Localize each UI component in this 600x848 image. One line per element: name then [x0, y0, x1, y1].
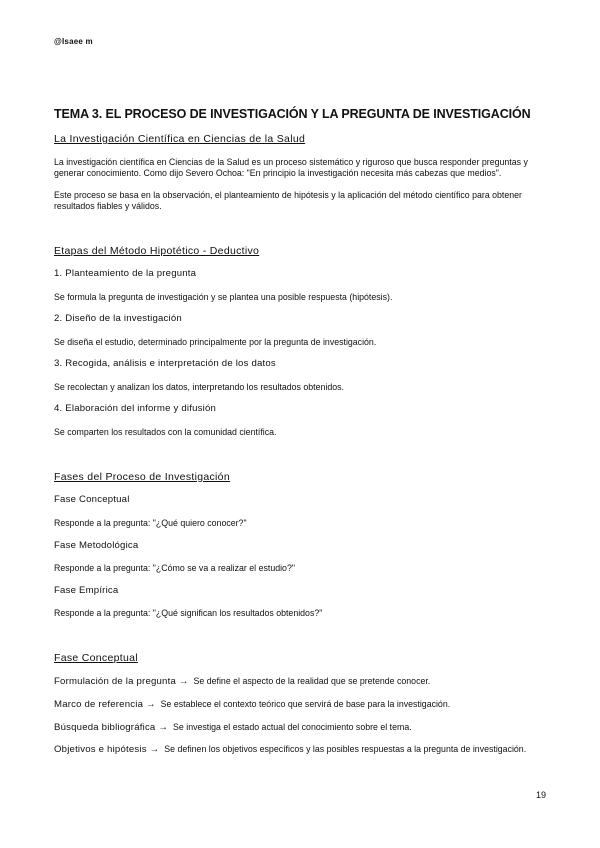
phase-question: Responde a la pregunta: "¿Qué quiero conocer?" — [54, 518, 247, 528]
section-heading-fases: Fases del Proceso de Investigación — [54, 471, 230, 483]
concept-item — [54, 722, 412, 733]
concept-term: Objetivos e hipótesis → — [54, 744, 160, 755]
concept-term: Marco de referencia → — [54, 699, 156, 710]
phase-name: Fase Conceptual — [54, 494, 130, 505]
concept-item — [54, 744, 526, 755]
step-title: 3. Recogida, análisis e interpretación de los datos — [54, 358, 276, 369]
page-title: TEMA 3. EL PROCESO DE INVESTIGACIÓN Y LA PREGUNTA DE INVESTIGACIÓN — [54, 107, 531, 121]
step-title: 4. Elaboración del informe y difusión — [54, 403, 217, 414]
intro-paragraph: La investigación científica en Ciencias de la Salud es un proceso sistemático y riguroso que busca responder preguntas y generar conocimiento. Como dijo Severo Ochoa: "En principio la investigación necesita más cabezas que medios". — [54, 157, 528, 178]
step-description: Se recolectan y analizan los datos, interpretando los resultados obtenidos. — [54, 382, 344, 392]
concept-desc: Se establece el contexto teórico que servirá de base para la investigación. — [160, 699, 451, 709]
step-title: 2. Diseño de la investigación — [54, 313, 182, 324]
phase-name: Fase Metodológica — [54, 540, 139, 551]
concept-term: Búsqueda bibliográfica → — [54, 722, 169, 733]
section-heading-investigacion: La Investigación Científica en Ciencias de la Salud — [54, 133, 306, 145]
concept-item — [54, 699, 450, 710]
concept-desc: Se investiga el estado actual del conocimiento sobre el tema. — [173, 722, 412, 732]
concept-term: Formulación de la pregunta → — [54, 676, 189, 687]
phase-name: Fase Empírica — [54, 585, 119, 596]
page-number: 19 — [536, 790, 547, 800]
intro-paragraph-2: Este proceso se basa en la observación, el planteamiento de hipótesis y la aplicación del método científico para obtener resultados fiables y válidos. — [54, 190, 522, 211]
concept-desc: Se definen los objetivos específicos y las posibles respuestas a la pregunta de investigación. — [164, 744, 527, 754]
step-description: Se diseña el estudio, determinado principalmente por la pregunta de investigación. — [54, 337, 377, 347]
section-heading-fase-conceptual: Fase Conceptual — [54, 652, 138, 664]
concept-desc: Se define el aspecto de la realidad que se pretende conocer. — [193, 676, 431, 686]
step-description: Se comparten los resultados con la comunidad científica. — [54, 427, 277, 437]
phase-question: Responde a la pregunta: "¿Cómo se va a realizar el estudio?" — [54, 563, 295, 573]
step-description: Se formula la pregunta de investigación y se plantea una posible respuesta (hipótesis). — [54, 292, 393, 302]
section-heading-etapas: Etapas del Método Hipotético - Deductivo — [54, 245, 260, 257]
step-title: 1. Planteamiento de la pregunta — [54, 268, 197, 279]
phase-question: Responde a la pregunta: "¿Qué significan los resultados obtenidos?" — [54, 608, 323, 618]
watermark: @Isaee m — [54, 37, 93, 46]
concept-item — [54, 676, 430, 687]
